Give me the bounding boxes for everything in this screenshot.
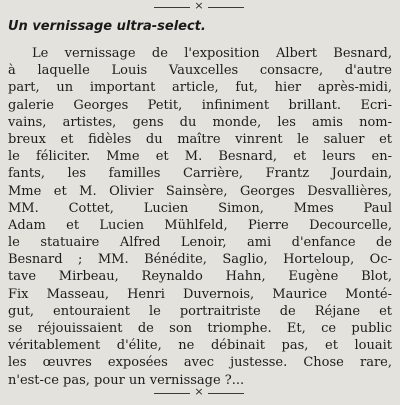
ornament-cross: × bbox=[194, 385, 204, 398]
article-line: vains, artistes, gens du monde, les amis nom- bbox=[8, 114, 392, 130]
article-body bbox=[8, 45, 392, 389]
article-line: se réjouissaient de son triomphe. Et, ce public bbox=[8, 321, 392, 336]
article-line: tave Mirbeau, Reynaldo Hahn, Eugène Blot, bbox=[8, 269, 392, 285]
article-line: les œuvres exposées avec justesse. Chose rare, bbox=[8, 355, 392, 371]
article-line: Le vernissage de l'exposition Albert Besnard, bbox=[32, 46, 392, 61]
article-headline: Un vernissage ultra-select. bbox=[8, 19, 206, 34]
bottom-ornament-rule bbox=[0, 385, 400, 400]
top-ornament-rule bbox=[0, 2, 400, 14]
article-line: Fix Masseau, Henri Duvernois, Maurice Monté- bbox=[8, 286, 392, 302]
article-line: gut, entouraient le portraitriste de Réjane et bbox=[8, 303, 392, 319]
article-line: à laquelle Louis Vauxcelles consacre, d'autre bbox=[8, 63, 392, 79]
article-line: part, un important article, fut, hier après-midi, bbox=[8, 80, 392, 96]
article-line: galerie Georges Petit, infiniment brillant. Ecri- bbox=[8, 97, 392, 113]
article-line: Besnard ; MM. Bénédite, Saglio, Horteloup, Oc- bbox=[8, 252, 392, 268]
article-line: fants, les familles Carrière, Frantz Jourdain, bbox=[8, 166, 392, 182]
article-line: le féliciter. Mme et M. Besnard, et leurs en- bbox=[8, 149, 392, 165]
ornament-line bbox=[208, 7, 244, 8]
ornament-line bbox=[154, 7, 190, 8]
article-line: MM. Cottet, Lucien Simon, Mmes Paul bbox=[8, 200, 392, 216]
ornament-line bbox=[208, 393, 244, 394]
article-line: Mme et M. Olivier Sainsère, Georges Desvallières, bbox=[8, 183, 392, 199]
article-line: n'est-ce pas, pour un vernissage ?... bbox=[8, 372, 245, 388]
article-line: le statuaire Alfred Lenoir, ami d'enfance de bbox=[8, 235, 392, 251]
ornament-cross: × bbox=[194, 0, 204, 12]
article-line: Adam et Lucien Mühlfeld, Pierre Decourcelle, bbox=[8, 217, 392, 233]
ornament-line bbox=[154, 393, 190, 394]
article-line: véritablement d'élite, ne débinait pas, et louait bbox=[8, 338, 392, 354]
article-line: breux et fidèles du maître vinrent le saluer et bbox=[8, 131, 392, 147]
